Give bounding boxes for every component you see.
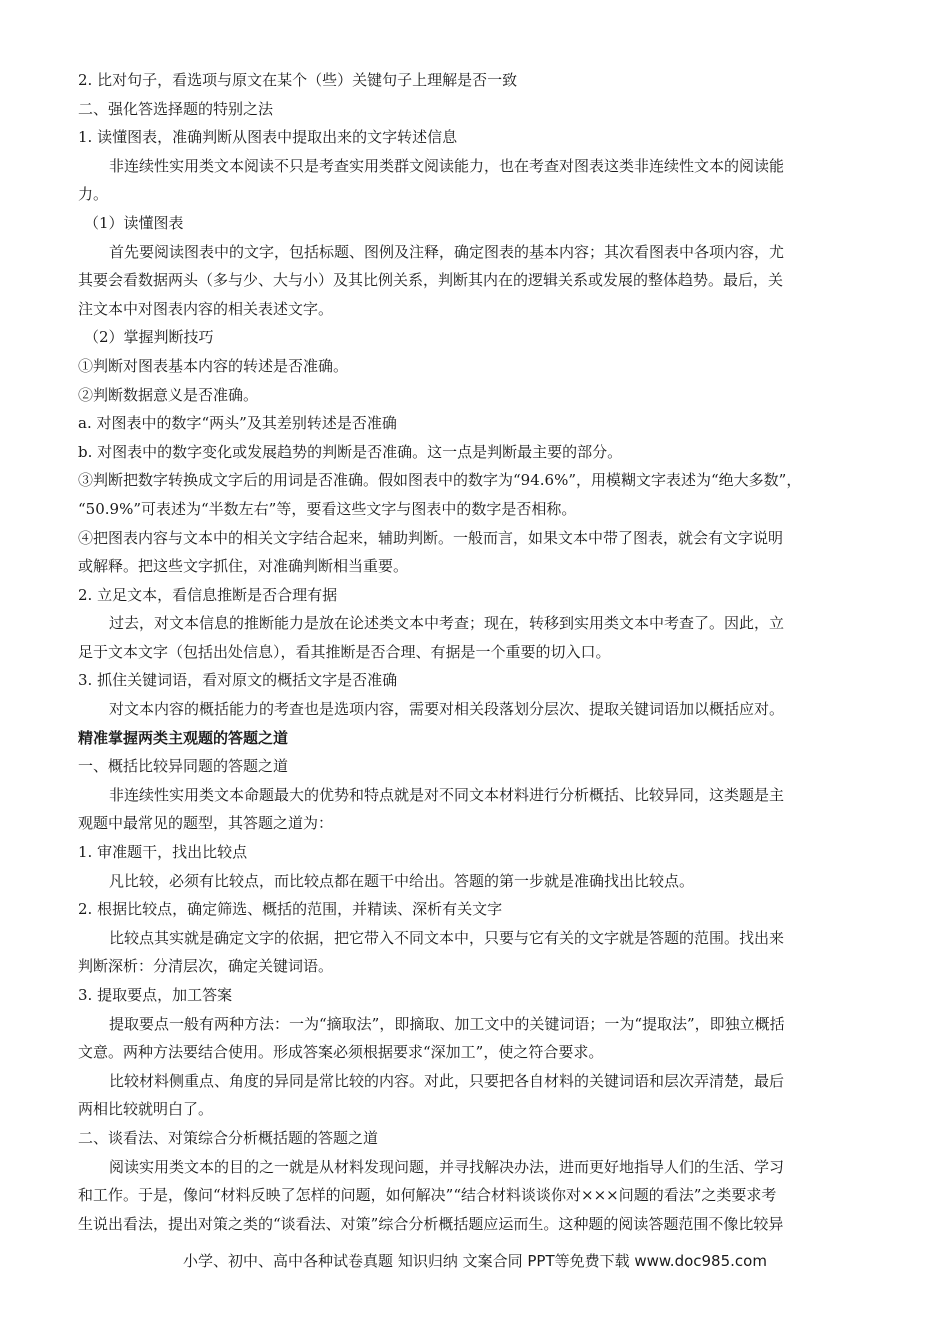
text-line: 凡比较，必须有比较点，而比较点都在题干中给出。答题的第一步就是准确找出比较点。 (109, 871, 695, 890)
text-line: 1. 审准题干，找出比较点 (78, 843, 248, 862)
text-line: a. 对图表中的数字“两头”及其差别转述是否准确 (78, 414, 397, 433)
text-line: 注文本中对图表内容的相关表述文字。 (78, 299, 334, 318)
text-line: ③判断把数字转换成文字后的用词是否准确。假如图表中的数字为“94.6%”，用模糊文字表述为“绝大多数”， (78, 471, 802, 490)
text-line: 生说出看法，提出对策之类的“谈看法、对策”综合分析概括题应运而生。这种题的阅读答题范围不像比较异 (78, 1214, 784, 1233)
text-line: 1. 读懂图表，准确判断从图表中提取出来的文字转述信息 (78, 128, 458, 147)
text-line: 首先要阅读图表中的文字，包括标题、图例及注释，确定图表的基本内容；其次看图表中各项内容，尤 (109, 242, 785, 261)
text-line: 二、强化答选择题的特别之法 (78, 99, 274, 118)
text-line: b. 对图表中的数字变化或发展趋势的判断是否准确。这一点是判断最主要的部分。 (78, 442, 623, 461)
text-line: 和工作。于是，像问“材料反映了怎样的问题，如何解决”“结合材料谈谈你对×××问题的看法”之类要求考 (78, 1186, 777, 1205)
text-line: ④把图表内容与文本中的相关文字结合起来，辅助判断。一般而言，如果文本中带了图表，就会有文字说明 (78, 528, 784, 547)
text-line: 或解释。把这些文字抓住，对准确判断相当重要。 (78, 557, 409, 576)
text-line: 判断深析：分清层次，确定关键词语。 (78, 957, 334, 976)
text-line: 两相比较就明白了。 (78, 1100, 214, 1119)
text-line: 3. 提取要点，加工答案 (78, 986, 233, 1004)
text-line: 力。 (78, 185, 109, 204)
page-footer: 小学、初中、高中各种试卷真题 知识归纳 文案合同 PPT等免费下载 www.doc985.com (183, 1252, 767, 1270)
text-line: 二、谈看法、对策综合分析概括题的答题之道 (78, 1128, 379, 1147)
text-line: ①判断对图表基本内容的转述是否准确。 (78, 356, 349, 375)
text-line: 一、概括比较异同题的答题之道 (78, 757, 289, 776)
text-line: 非连续性实用类文本阅读不只是考查实用类群文阅读能力，也在考查对图表这类非连续性文本的阅读能 (109, 156, 785, 175)
text-line: 非连续性实用类文本命题最大的优势和特点就是对不同文本材料进行分析概括、比较异同，这类题是主 (109, 785, 785, 804)
text-line: ②判断数据意义是否准确。 (78, 385, 259, 404)
text-line: 对文本内容的概括能力的考查也是选项内容，需要对相关段落划分层次、提取关键词语加以概括应对。 (109, 700, 785, 719)
text-line: 2. 立足文本，看信息推断是否合理有据 (78, 585, 338, 604)
text-line: “50.9%”可表述为“半数左右”等，要看这些文字与图表中的数字是否相称。 (78, 499, 577, 518)
text-line: 比较点其实就是确定文字的依据，把它带入不同文本中，只要与它有关的文字就是答题的范围。找出来 (109, 928, 785, 947)
text-line: 比较材料侧重点、角度的异同是常比较的内容。对此，只要把各自材料的关键词语和层次弄清楚，最后 (109, 1071, 785, 1090)
text-line: （2）掌握判断技巧 (84, 328, 214, 347)
text-line: 3. 抓住关键词语，看对原文的概括文字是否准确 (78, 671, 398, 690)
text-line: 过去，对文本信息的推断能力是放在论述类文本中考查；现在，转移到实用类文本中考查了。因此，立 (109, 614, 785, 633)
text-line: 文意。两种方法要结合使用。形成答案必须根据要求“深加工”，使之符合要求。 (78, 1043, 604, 1062)
section-heading: 精准掌握两类主观题的答题之道 (78, 728, 289, 747)
text-line: 阅读实用类文本的目的之一就是从材料发现问题，并寻找解决办法，进而更好地指导人们的生活、学习 (109, 1157, 785, 1176)
text-line: 观题中最常见的题型，其答题之道为： (78, 814, 334, 833)
text-line: 提取要点一般有两种方法：一为“摘取法”，即摘取、加工文中的关键词语；一为“提取法”，即独立概括 (109, 1014, 785, 1033)
document-body (78, 66, 873, 1238)
text-line: 2. 根据比较点，确定筛选、概括的范围，并精读、深析有关文字 (78, 900, 503, 919)
text-line: 足于文本文字（包括出处信息），看其推断是否合理、有据是一个重要的切入口。 (78, 642, 611, 661)
text-line: （1）读懂图表 (84, 213, 184, 232)
text-line: 2. 比对句子，看选项与原文在某个（些）关键句子上理解是否一致 (78, 71, 518, 89)
text-line: 其要会看数据两头（多与少、大与小）及其比例关系，判断其内在的逻辑关系或发展的整体趋势。最后，关 (78, 271, 784, 290)
